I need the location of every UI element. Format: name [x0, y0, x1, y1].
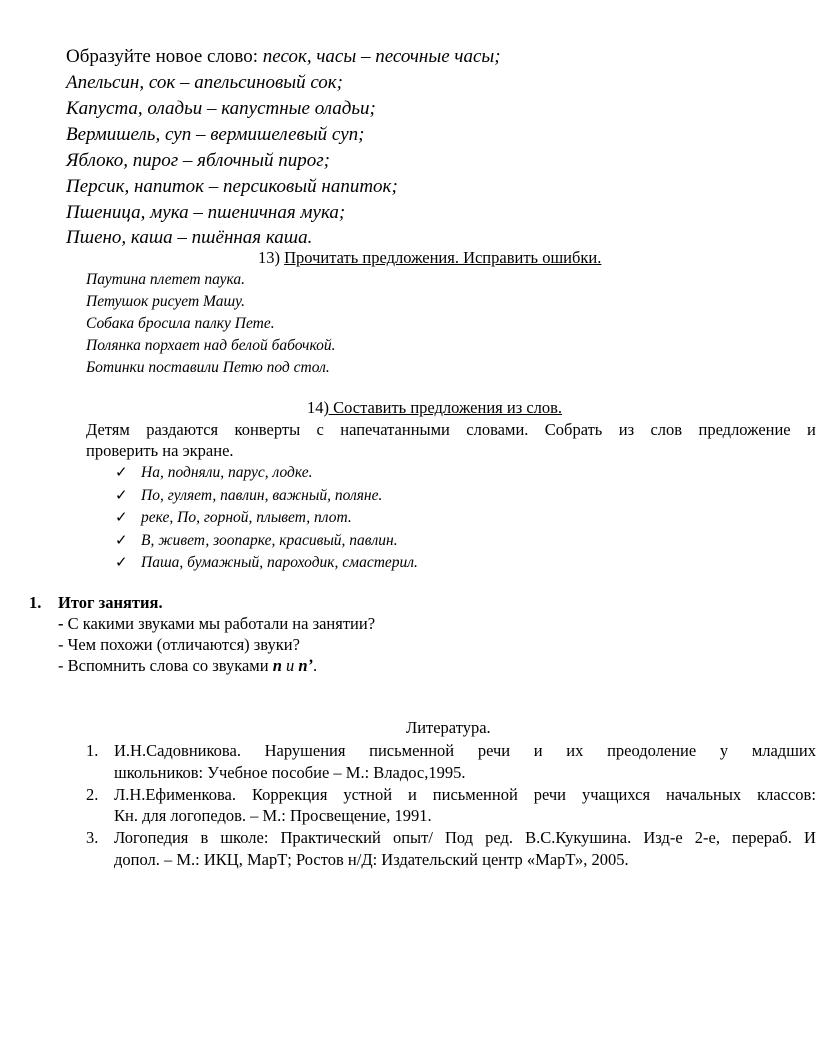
task-14-number: 14	[307, 398, 324, 417]
word: опыт/	[392, 828, 433, 847]
word: ред.	[485, 828, 514, 847]
word: Практический	[280, 828, 381, 847]
word: классов:	[757, 785, 816, 804]
task-13-sentence: Собака бросила палку Пете.	[86, 315, 275, 332]
word: слов	[650, 420, 683, 439]
sound-p-soft: пʼ	[298, 656, 314, 675]
task-14-item: реке, По, горной, плывет, плот.	[141, 509, 352, 526]
checkmark-icon: ✓	[115, 531, 128, 549]
word: письменной	[369, 741, 455, 760]
word: устной	[343, 785, 393, 804]
literature-item-2-line2: Кн. для логопедов. – М.: Просвещение, 1991.	[114, 806, 432, 825]
checkmark-icon: ✓	[115, 486, 128, 504]
summary-question-1	[58, 614, 375, 634]
text-fragment: -	[58, 614, 64, 633]
word: Л.Н.Ефименкова.	[114, 785, 237, 804]
word: и	[408, 785, 417, 804]
word: Собрать	[544, 420, 603, 439]
word-pair-line: Вермишель, суп – вермишелевый суп;	[66, 124, 365, 145]
word: школе:	[220, 828, 269, 847]
word: у	[719, 741, 729, 760]
task-14-heading	[307, 398, 562, 418]
word: Изд-е	[643, 828, 683, 847]
word: 2-е,	[694, 828, 720, 847]
text-fragment: - Вспомнить слова со звуками	[58, 656, 269, 675]
word: начальных	[665, 785, 742, 804]
word: Детям	[86, 420, 130, 439]
word: В.С.Кукушина.	[525, 828, 632, 847]
word-pair-line: Капуста, оладьи – капустные оладьи;	[66, 98, 376, 119]
word: и	[807, 420, 816, 439]
task-14-item: В, живет, зоопарке, красивый, павлин.	[141, 532, 398, 549]
task-13-sentence: Паутина плетет паука.	[86, 271, 246, 288]
task-14-item: По, гуляет, павлин, важный, поляне.	[141, 487, 383, 504]
literature-item-3-line1	[114, 828, 816, 848]
summary-title: Итог занятия.	[58, 593, 163, 612]
word: преодоление	[607, 741, 697, 760]
word: письменной	[432, 785, 518, 804]
literature-item-number: 2.	[86, 785, 99, 804]
sound-p: п	[272, 656, 282, 675]
literature-item-1-line2: школьников: Учебное пособие – М.: Владос,1995.	[114, 763, 466, 782]
word: речи	[477, 741, 511, 760]
word-pair-line: Апельсин, сок – апельсиновый сок;	[66, 72, 343, 93]
word: их	[566, 741, 584, 760]
task-14-description-line1	[86, 420, 816, 440]
word-pair-line: Пшеница, мука – пшеничная мука;	[66, 202, 346, 223]
word: речи	[533, 785, 567, 804]
task-14-item: Паша, бумажный, пароходик, смастерил.	[141, 554, 418, 571]
word: младших	[751, 741, 816, 760]
literature-heading: Литература.	[406, 718, 491, 737]
word: Под	[444, 828, 474, 847]
literature-item-number: 3.	[86, 828, 99, 847]
checkmark-icon: ✓	[115, 463, 128, 481]
word: с	[316, 420, 324, 439]
word: перераб.	[732, 828, 792, 847]
text-fragment: и	[286, 656, 295, 675]
summary-question-2: - Чем похожи (отличаются) звуки?	[58, 635, 300, 654]
word: Коррекция	[251, 785, 328, 804]
summary-number: 1.	[29, 593, 42, 612]
task-14-title: ) Составить предложения из слов.	[323, 398, 563, 417]
word: конверты	[234, 420, 301, 439]
task-13-sentence: Ботинки поставили Петю под стол.	[86, 359, 330, 376]
intro-plain-text: Образуйте новое слово:	[66, 46, 259, 67]
word: раздаются	[146, 420, 219, 439]
intro-example: песок, часы – песочные часы;	[262, 46, 501, 67]
word: и	[533, 741, 543, 760]
word-pair-line: Яблоко, пирог – яблочный пирог;	[66, 150, 330, 171]
word: И.Н.Садовникова.	[114, 741, 241, 760]
task-14-item: На, подняли, парус, лодке.	[141, 464, 313, 481]
task-13-heading	[258, 248, 601, 268]
word-pair-line: Персик, напиток – персиковый напиток;	[66, 176, 398, 197]
word-pair-line: Пшено, каша – пшённая каша.	[66, 227, 313, 248]
task-14-description-line2: проверить на экране.	[86, 441, 234, 460]
text-fragment: .	[313, 656, 318, 675]
word: напечатанными	[340, 420, 450, 439]
word: И	[803, 828, 816, 847]
checkmark-icon: ✓	[115, 508, 128, 526]
word: учащихся	[581, 785, 651, 804]
text-fragment: С какими звуками мы работали на занятии?	[63, 614, 376, 633]
checkmark-icon: ✓	[115, 553, 128, 571]
word: в	[200, 828, 209, 847]
task-13-number: 13)	[258, 248, 280, 267]
word: Логопедия	[114, 828, 189, 847]
literature-item-3-line2: допол. – М.: ИКЦ, МарТ; Ростов н/Д: Издательский центр «МарТ», 2005.	[114, 850, 629, 869]
word-formation-intro	[66, 45, 501, 69]
word: словами.	[466, 420, 529, 439]
task-13-sentence: Петушок рисует Машу.	[86, 293, 245, 310]
task-13-sentence: Полянка порхает над белой бабочкой.	[86, 337, 336, 354]
literature-item-1-line1	[114, 741, 816, 761]
summary-question-3	[58, 656, 317, 676]
literature-item-2-line1	[114, 785, 816, 805]
word: предложение	[698, 420, 791, 439]
task-13-title: Прочитать предложения. Исправить ошибки.	[284, 248, 602, 267]
word: из	[618, 420, 635, 439]
literature-item-number: 1.	[86, 741, 99, 760]
word: Нарушения	[264, 741, 346, 760]
